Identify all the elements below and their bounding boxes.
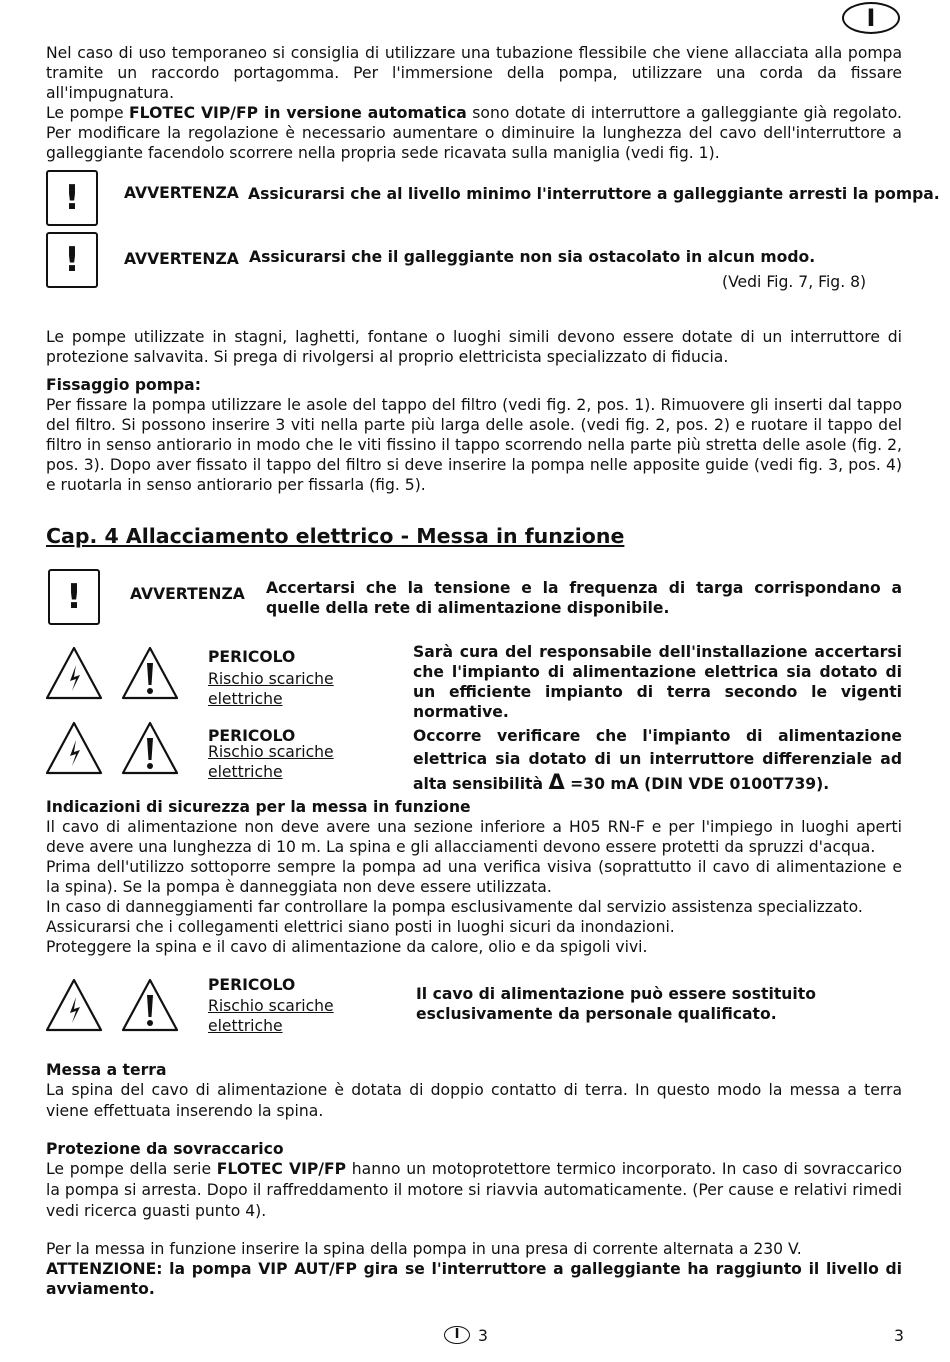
fissaggio-text: Per fissare la pompa utilizzare le asole del tappo del filtro (vedi fig. 2, pos. 1). Rimuovere gli inserti dal tappo del filtro. Si possono inserire 3 viti nella parte più larga delle asole. (vedi fig. 2, pos. 2) e ruotare il tappo del filtro in senso antiorario in modo che le viti fissino il tappo scorrendo nella parte più stretta delle asole (fig. 2, pos. 3). Dopo aver fissato il tappo del filtro si deve inserire la pompa nelle apposite guide (vedi fig. 3, pos. 4) e ruotarla in senso antiorario per fissarla (fig. 5). xyxy=(46,396,902,494)
fissaggio-section xyxy=(46,375,902,495)
intro-text-1: Nel caso di uso temporaneo si consiglia di utilizzare una tubazione flessibile che viene allacciata alla pompa tramite un raccordo portagomma. Per l'immersione della pompa, utilizzare una corda da fissare all'impugnatura. xyxy=(46,44,902,102)
electric-hazard-icon xyxy=(45,645,103,701)
warning-triangle-icon xyxy=(121,720,179,776)
warning-triangle-icon xyxy=(121,977,179,1033)
earth-section xyxy=(46,1060,902,1122)
earth-text: La spina del cavo di alimentazione è dotata di doppio contatto di terra. In questo modo la messa a terra viene effettuata inserendo la spina. xyxy=(46,1081,902,1120)
language-badge: I xyxy=(842,2,900,34)
warning-icon: ! xyxy=(48,569,100,625)
danger-subtitle: Rischio scariche xyxy=(208,670,334,688)
danger-subtitle: elettriche xyxy=(208,763,283,781)
danger-text: Sarà cura del responsabile dell'installazione accertarsi che l'impianto di alimentazione elettrica sia dotato di un efficiente impianto di terra secondo le vigenti normative. xyxy=(413,643,902,721)
danger-text: Il cavo di alimentazione può essere sostituito esclusivamente da personale qualificato. xyxy=(416,985,816,1023)
startup-attention: ATTENZIONE: la pompa VIP AUT/FP gira se l'interruttore a galleggiante ha raggiunto il livello di avviamento. xyxy=(46,1260,902,1298)
startup-text: Per la messa in funzione inserire la spina della pompa in una presa di corrente alternata a 230 V. xyxy=(46,1240,802,1258)
intro-text-2: Le pompe FLOTEC VIP/FP in versione automatica sono dotate di interruttore a galleggiante già regolato. Per modificare la regolazione è necessario aumentare o diminuire la lunghezza del cavo dell'interruttore a galleggiante facendolo scorrere nella propria sede ricavata sulla maniglia (vedi fig. 1). xyxy=(46,104,903,162)
safety-text: Proteggere la spina e il cavo di alimentazione da calore, olio e da spigoli vivi. xyxy=(46,938,648,956)
ponds-paragraph: Le pompe utilizzate in stagni, laghetti, fontane o luoghi simili devono essere dotate di un interruttore di protezione salvavita. Si prega di rivolgersi al proprio elettricista specializzato di fiducia. xyxy=(46,328,902,366)
footer-language-badge: I xyxy=(444,1326,470,1344)
safety-text: Il cavo di alimentazione non deve avere una sezione inferiore a H05 RN-F e per l'impiego in luoghi aperti deve avere una lunghezza di 10 m. La spina e gli allacciamenti devono essere protetti da spruzzi d'acqua. xyxy=(46,818,902,856)
intro-paragraph xyxy=(46,43,902,163)
warning-label: AVVERTENZA xyxy=(124,184,239,202)
danger-label: PERICOLO xyxy=(208,648,296,666)
safety-text: Assicurarsi che i collegamenti elettrici siano posti in luoghi sicuri da inondazioni. xyxy=(46,918,675,936)
overload-title: Protezione da sovraccarico xyxy=(46,1140,284,1158)
warning-text: Assicurarsi che il galleggiante non sia ostacolato in alcun modo. xyxy=(249,248,816,266)
warning-label: AVVERTENZA xyxy=(130,585,245,603)
figure-reference: (Vedi Fig. 7, Fig. 8) xyxy=(722,273,867,291)
safety-section xyxy=(46,797,902,957)
danger-label: PERICOLO xyxy=(208,976,296,994)
warning-text: Assicurarsi che al livello minimo l'interruttore a galleggiante arresti la pompa. xyxy=(248,185,940,203)
delta-symbol: Δ xyxy=(548,770,565,794)
chapter-title: Cap. 4 Allacciamento elettrico - Messa in funzione xyxy=(46,524,625,548)
warning-triangle-icon xyxy=(121,645,179,701)
page-number: 3 xyxy=(894,1327,904,1345)
fissaggio-title: Fissaggio pompa: xyxy=(46,376,201,394)
safety-text: In caso di danneggiamenti far controllare la pompa esclusivamente dal servizio assistenza specializzato. xyxy=(46,898,863,916)
warning-text: Accertarsi che la tensione e la frequenza di targa corrispondano a quelle della rete di alimentazione disponibile. xyxy=(266,579,902,617)
danger-text: Occorre verificare che l'impianto di alimentazione elettrica sia dotato di un interruttore differenziale ad alta sensibilità Δ =30 mA (DIN VDE 0100T739). xyxy=(413,727,902,794)
safety-title: Indicazioni di sicurezza per la messa in funzione xyxy=(46,798,471,816)
earth-title: Messa a terra xyxy=(46,1061,167,1079)
startup-section xyxy=(46,1239,902,1299)
overload-text: Le pompe della serie FLOTEC VIP/FP hanno un motoprotettore termico incorporato. In caso di sovraccarico la pompa si arresta. Dopo il raffreddamento il motore si riavvia automaticamente. (Per cause e relativi rimedi vedi ricerca guasti punto 4). xyxy=(46,1160,902,1220)
overload-section xyxy=(46,1139,902,1222)
electric-hazard-icon xyxy=(45,977,103,1033)
danger-subtitle: elettriche xyxy=(208,690,283,708)
footer-page-number: 3 xyxy=(478,1327,488,1345)
warning-label: AVVERTENZA xyxy=(124,250,239,268)
safety-text: Prima dell'utilizzo sottoporre sempre la pompa ad una verifica visiva (soprattutto il cavo di alimentazione e la spina). Se la pompa è danneggiata non deve essere utilizzata. xyxy=(46,858,902,896)
danger-subtitle: Rischio scariche xyxy=(208,997,334,1015)
danger-subtitle: Rischio scariche xyxy=(208,743,334,761)
warning-icon: ! xyxy=(46,170,98,226)
electric-hazard-icon xyxy=(45,720,103,776)
warning-icon: ! xyxy=(46,232,98,288)
danger-subtitle: elettriche xyxy=(208,1017,283,1035)
danger-label: PERICOLO xyxy=(208,727,296,745)
